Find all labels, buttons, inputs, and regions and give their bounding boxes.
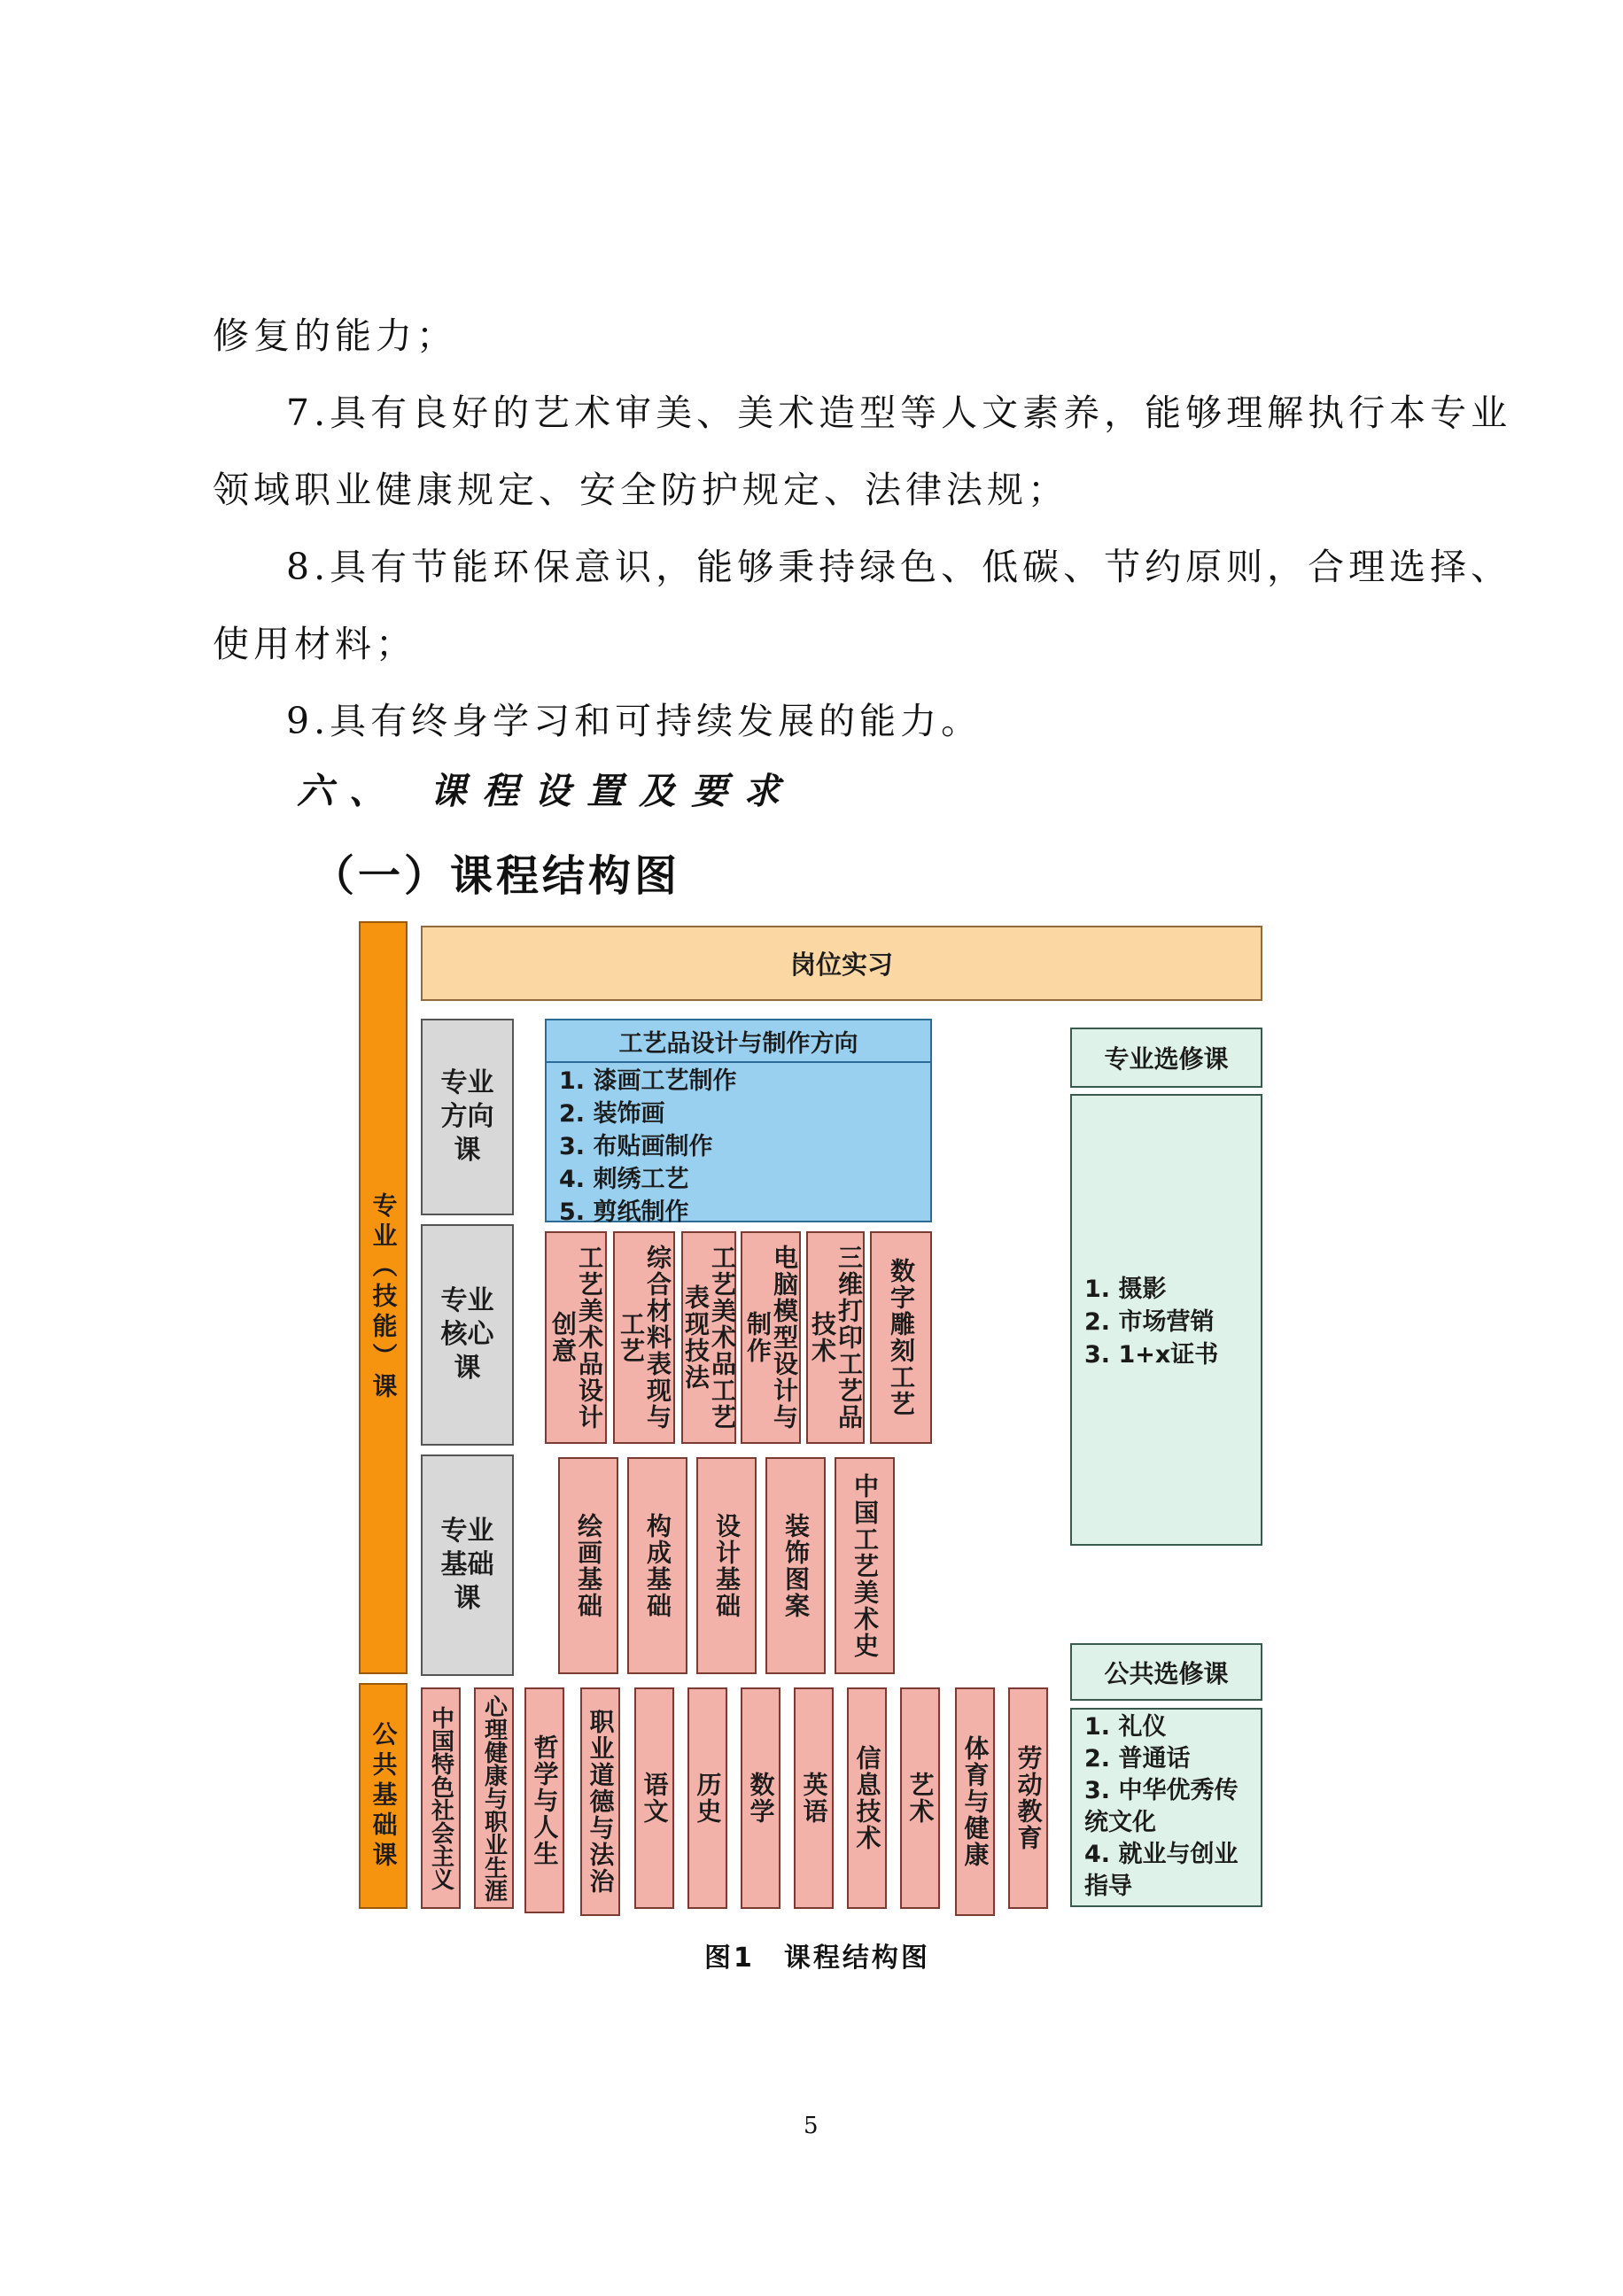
foundation-course <box>835 1457 895 1674</box>
foundation-course-text: 构成基础 <box>643 1512 672 1619</box>
professional-elective-title: 专业选修课 <box>1104 1044 1229 1074</box>
direction-item: 4. 刺绣工艺 <box>559 1166 689 1193</box>
public-course <box>955 1687 995 1916</box>
foundation-course <box>696 1457 757 1674</box>
direction-item: 1. 漆画工艺制作 <box>559 1067 737 1095</box>
core-course <box>545 1231 607 1444</box>
section-heading: 六、 课程设置及要求 <box>297 770 796 812</box>
core-course-text: 电脑模型设计与制作 <box>743 1245 799 1431</box>
page-number: 5 <box>804 2113 819 2139</box>
public-basic-category <box>359 1683 408 1909</box>
core-course <box>613 1231 675 1444</box>
direction-box <box>545 1019 932 1226</box>
public-elective-title-box <box>1070 1643 1262 1701</box>
professional-skill-label: 专业（技能）课 <box>369 1192 399 1403</box>
foundation-course <box>627 1457 687 1674</box>
public-elective-list <box>1072 1710 1261 1903</box>
public-course-text: 数学 <box>746 1772 776 1825</box>
foundation-course-label: 专业基础课 <box>440 1516 494 1614</box>
professional-elective-item: 3. 1+x证书 <box>1084 1341 1219 1369</box>
public-course-text: 历史 <box>693 1772 723 1825</box>
professional-skill-category <box>359 921 408 1674</box>
public-elective-item: 统文化 <box>1084 1809 1156 1836</box>
direction-item: 5. 剪纸制作 <box>559 1198 689 1226</box>
paragraph-3: 领域职业健康规定、安全防护规定、法律法规； <box>213 469 1068 511</box>
public-course <box>794 1687 834 1909</box>
core-course-label: 专业核心课 <box>440 1285 494 1384</box>
paragraph-1: 修复的能力； <box>213 314 457 357</box>
public-course <box>847 1687 887 1909</box>
professional-elective-list-box <box>1070 1094 1262 1546</box>
public-elective-item: 3. 中华优秀传 <box>1084 1777 1239 1804</box>
direction-item: 2. 装饰画 <box>559 1100 665 1128</box>
public-course <box>900 1687 940 1909</box>
public-basic-label: 公共基础课 <box>369 1720 399 1872</box>
internship-box <box>421 926 1262 1001</box>
direction-course-box <box>421 1019 514 1215</box>
public-course <box>474 1687 514 1909</box>
core-course-text: 数字雕刻工艺 <box>887 1258 916 1417</box>
public-elective-item: 1. 礼仪 <box>1084 1713 1167 1741</box>
core-course <box>806 1231 865 1444</box>
foundation-course-text: 设计基础 <box>712 1512 742 1619</box>
core-course <box>681 1231 736 1444</box>
professional-elective-list <box>1072 1096 1261 1371</box>
internship-label: 岗位实习 <box>789 950 893 980</box>
professional-elective-item: 2. 市场营销 <box>1084 1308 1215 1336</box>
public-course-text: 职业道德与法治 <box>586 1709 616 1895</box>
public-course-text: 哲学与人生 <box>530 1734 560 1867</box>
foundation-course-box <box>421 1454 514 1676</box>
direction-title: 工艺品设计与制作方向 <box>547 1020 930 1063</box>
public-course-text: 劳动教育 <box>1013 1745 1044 1851</box>
public-course-text: 心理健康与职业生涯 <box>480 1695 508 1902</box>
public-elective-item: 指导 <box>1084 1873 1132 1900</box>
foundation-course <box>558 1457 618 1674</box>
direction-course-label: 专业方向课 <box>440 1067 494 1166</box>
paragraph-4: 8.具有节能环保意识，能够秉持绿色、低碳、节约原则，合理选择、 <box>286 546 1512 588</box>
core-course <box>870 1231 932 1444</box>
public-course-text: 信息技术 <box>852 1745 882 1851</box>
public-course <box>580 1687 620 1916</box>
paragraph-5: 使用材料； <box>213 623 416 665</box>
public-course <box>687 1687 727 1909</box>
direction-item: 3. 布贴画制作 <box>559 1133 713 1160</box>
foundation-course-text: 装饰图案 <box>781 1512 811 1619</box>
public-course-text: 英语 <box>799 1772 829 1825</box>
core-course-text: 工艺美术品设计创意 <box>548 1245 604 1431</box>
public-course <box>524 1687 564 1913</box>
direction-list <box>547 1063 930 1229</box>
public-course <box>1008 1687 1048 1909</box>
paragraph-2: 7.具有良好的艺术审美、美术造型等人文素养，能够理解执行本专业 <box>286 392 1512 434</box>
core-course-text: 工艺美术品工艺表现技法 <box>681 1245 737 1431</box>
core-course-text: 三维打印工艺品技术 <box>808 1245 864 1431</box>
foundation-course-text: 中国工艺美术史 <box>850 1472 880 1659</box>
public-course <box>741 1687 780 1909</box>
public-course-text: 艺术 <box>905 1772 936 1825</box>
core-course <box>741 1231 801 1444</box>
core-course-box <box>421 1224 514 1446</box>
foundation-course <box>765 1457 826 1674</box>
public-elective-list-box <box>1070 1708 1262 1907</box>
public-course-text: 体育与健康 <box>960 1735 990 1868</box>
public-course <box>634 1687 674 1909</box>
public-elective-item: 2. 普通话 <box>1084 1745 1191 1772</box>
foundation-course-text: 绘画基础 <box>574 1512 603 1619</box>
figure-caption: 图1 课程结构图 <box>704 1943 930 1974</box>
public-course <box>421 1687 461 1909</box>
public-course-text: 语文 <box>640 1772 670 1825</box>
core-course-text: 综合材料表现与工艺 <box>617 1245 672 1431</box>
professional-elective-item: 1. 摄影 <box>1084 1276 1167 1303</box>
public-elective-item: 4. 就业与创业 <box>1084 1841 1239 1868</box>
professional-elective-title-box <box>1070 1028 1262 1088</box>
subsection-heading: （一）课程结构图 <box>312 851 681 901</box>
paragraph-6: 9.具有终身学习和可持续发展的能力。 <box>286 700 982 742</box>
public-course-text: 中国特色社会主义 <box>427 1706 454 1890</box>
public-elective-title: 公共选修课 <box>1104 1658 1229 1688</box>
